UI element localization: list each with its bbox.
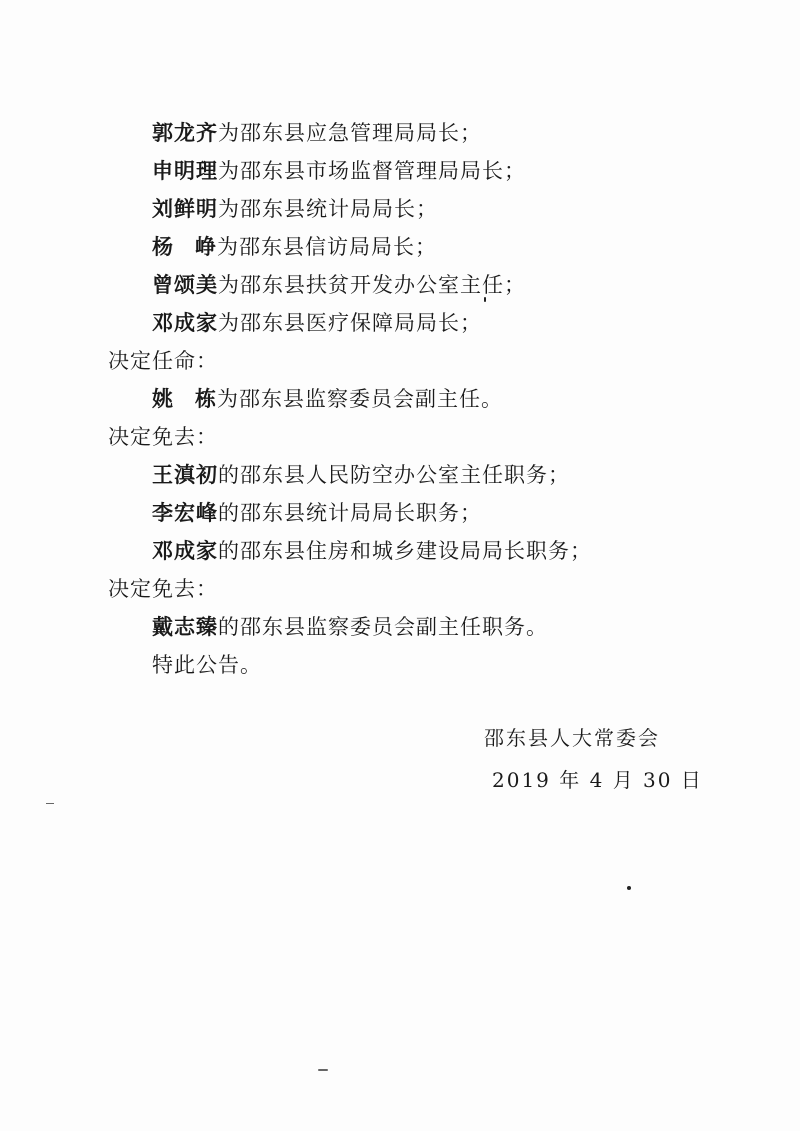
person-name: 曾颂美 — [152, 273, 218, 297]
person-name: 王滇初 — [152, 463, 218, 487]
scan-speck — [484, 297, 486, 302]
section-heading-appoint: 决定任命： — [108, 349, 218, 373]
person-name-first: 杨 — [152, 235, 174, 259]
appointment-line — [152, 118, 482, 148]
appointment-line — [152, 156, 526, 186]
removal-line — [152, 460, 570, 490]
removal-text: 的邵东县住房和城乡建设局局长职务； — [218, 539, 592, 563]
appointment-text: 为邵东县医疗保障局局长； — [218, 311, 482, 335]
signing-date: 2019 年 4 月 30 日 — [492, 768, 703, 792]
person-name: 邓成家 — [152, 539, 218, 563]
appointment-line — [152, 270, 526, 300]
signing-organization: 邵东县人大常委会 — [484, 726, 660, 750]
person-name: 郭龙齐 — [152, 121, 218, 145]
appointment-text: 为邵东县市场监督管理局局长； — [218, 159, 526, 183]
scan-speck — [46, 803, 54, 804]
appointment-text: 为邵东县监察委员会副主任。 — [217, 387, 503, 411]
appointment-line — [152, 232, 437, 262]
removal-text: 的邵东县监察委员会副主任职务。 — [218, 615, 548, 639]
appointment-line — [152, 308, 482, 338]
person-name: 申明理 — [152, 159, 218, 183]
section-heading-remove: 决定免去： — [108, 577, 218, 601]
closing-text: 特此公告。 — [152, 653, 262, 677]
removal-line — [152, 612, 548, 642]
scan-speck — [318, 1069, 328, 1071]
person-name: 李宏峰 — [152, 501, 218, 525]
person-name-second: 峥 — [195, 235, 217, 259]
person-name-first: 姚 — [152, 387, 174, 411]
removal-line — [152, 536, 592, 566]
removal-text: 的邵东县人民防空办公室主任职务； — [218, 463, 570, 487]
appointment-line — [152, 384, 503, 414]
person-name-second: 栋 — [195, 387, 217, 411]
appointment-text: 为邵东县应急管理局局长； — [218, 121, 482, 145]
appointment-line — [152, 194, 438, 224]
appointment-text: 为邵东县统计局局长； — [218, 197, 438, 221]
removal-line — [152, 498, 482, 528]
person-name: 邓成家 — [152, 311, 218, 335]
person-name: 刘鲜明 — [152, 197, 218, 221]
scan-speck — [627, 886, 631, 890]
section-heading-remove: 决定免去： — [108, 425, 218, 449]
appointment-text: 为邵东县信访局局长； — [217, 235, 437, 259]
appointment-text: 为邵东县扶贫开发办公室主任； — [218, 273, 526, 297]
removal-text: 的邵东县统计局局长职务； — [218, 501, 482, 525]
person-name: 戴志臻 — [152, 615, 218, 639]
